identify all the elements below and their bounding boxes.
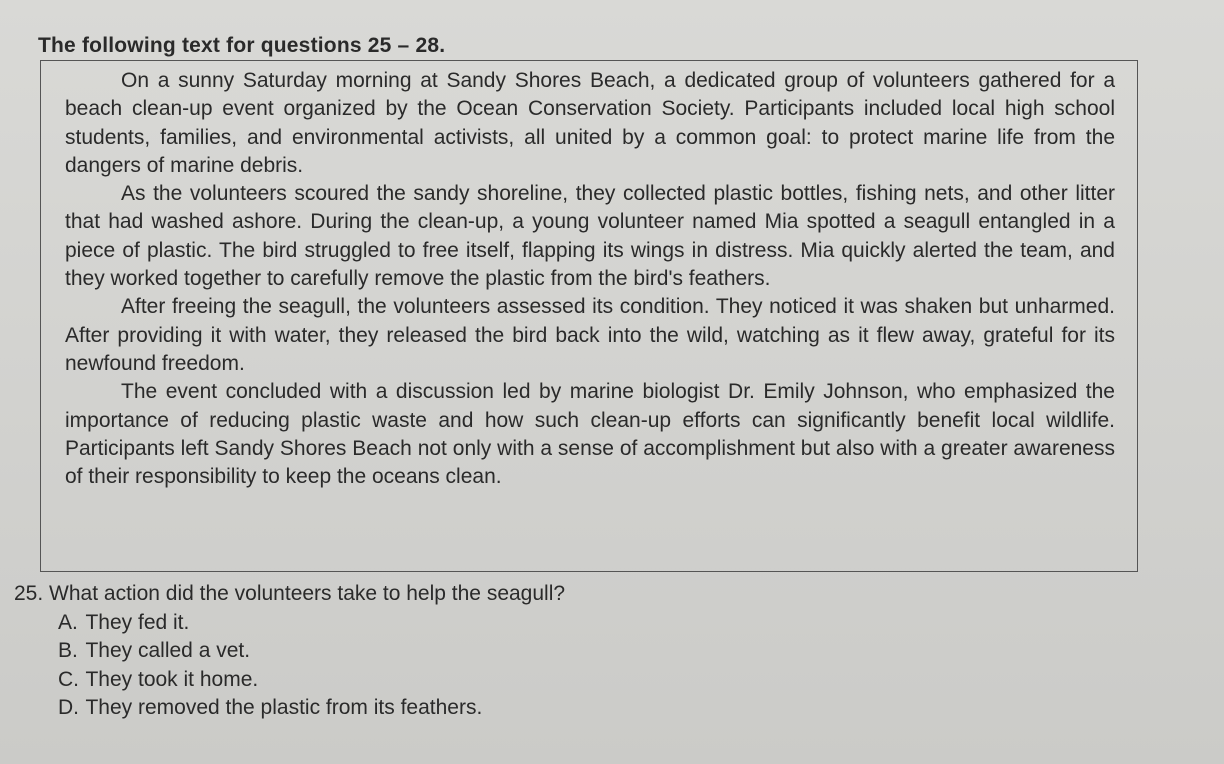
option-letter: D. (58, 696, 79, 719)
option-a[interactable] (58, 609, 565, 638)
passage-paragraph-3: After freeing the seagull, the volunteers assessed its condition. They noticed it was shaken but unharmed. After providing it with water, they released the bird back into the wild, watching as it flew away, grateful for its newfound freedom. (65, 295, 1115, 375)
question-text: What action did the volunteers take to help the seagull? (49, 582, 566, 605)
option-c[interactable] (58, 666, 565, 695)
option-text: They fed it. (85, 610, 190, 634)
option-b[interactable] (58, 637, 565, 666)
question-number: 25. (14, 582, 44, 605)
question-25 (14, 580, 565, 723)
reading-passage (40, 60, 1138, 572)
option-text: They called a vet. (85, 639, 251, 662)
question-stem (14, 580, 565, 609)
option-letter: A. (58, 610, 78, 634)
option-text: They removed the plastic from its feathers. (85, 696, 483, 719)
passage-paragraph-1: On a sunny Saturday morning at Sandy Shores Beach, a dedicated group of volunteers gathered for a beach clean-up event organized by the Ocean Conservation Society. Participants included local high school students, families, and environmental activists, all united by a common goal: to protect marine life from the dangers of marine debris. (65, 69, 1115, 177)
section-header: The following text for questions 25 – 28. (38, 34, 446, 57)
option-letter: B. (58, 639, 78, 662)
option-text: They took it home. (85, 667, 259, 691)
passage-paragraph-4: The event concluded with a discussion led by marine biologist Dr. Emily Johnson, who emphasized the importance of reducing plastic waste and how such clean-up efforts can significantly benefit local wildlife. Participants left Sandy Shores Beach not only with a sense of accomplishment but also with a greater awareness of their responsibility to keep the oceans clean. (65, 380, 1115, 489)
passage-paragraph-2: As the volunteers scoured the sandy shoreline, they collected plastic bottles, fishing nets, and other litter that had washed ashore. During the clean-up, a young volunteer named Mia spotted a seagull entangled in a piece of plastic. The bird struggled to free itself, flapping its wings in distress. Mia quickly alerted the team, and they worked together to carefully remove the plastic from the bird's feathers. (65, 182, 1115, 291)
option-d[interactable] (58, 694, 565, 723)
answer-options (14, 609, 565, 723)
option-letter: C. (58, 667, 79, 691)
